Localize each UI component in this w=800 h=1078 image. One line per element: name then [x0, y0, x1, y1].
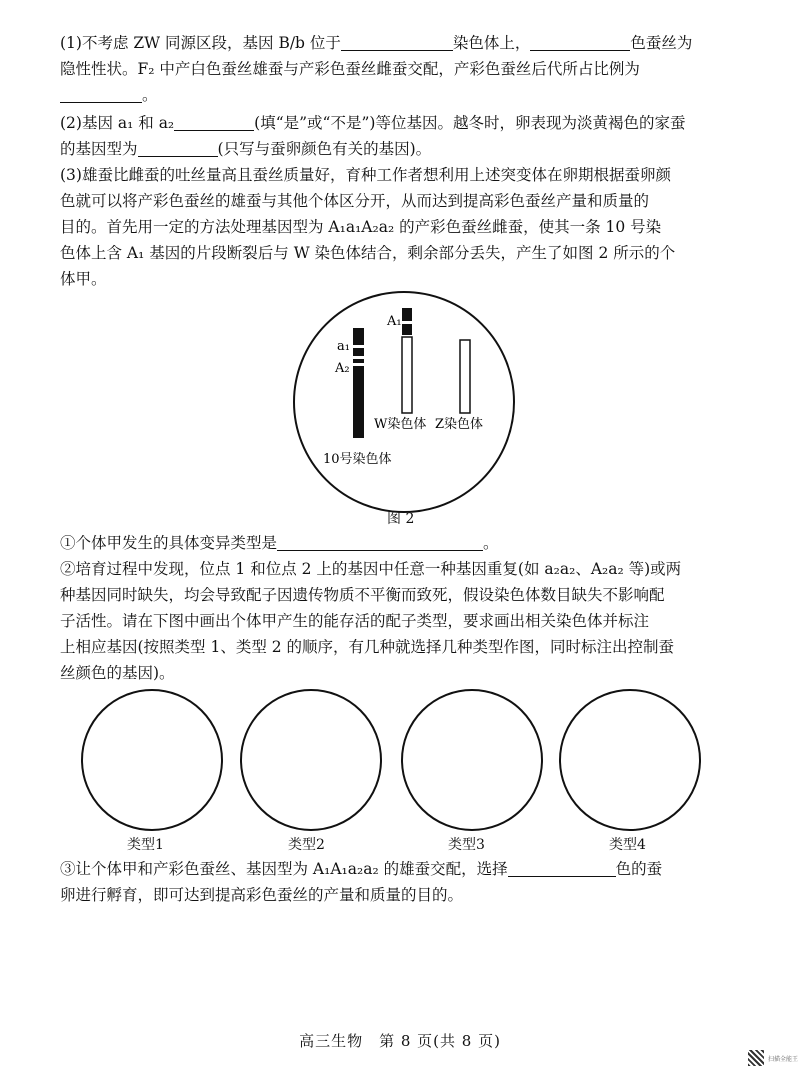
answer-circle-type-3[interactable]	[402, 690, 542, 830]
sub2-line2: 种基因同时缺失，均会导致配子因遗传物质不平衡而致死，假设染色体数目缺失不影响配	[60, 586, 665, 604]
sub2-line5: 丝颜色的基因)。	[60, 664, 175, 682]
qr-code-icon	[748, 1050, 764, 1066]
label-z-chromosome: Z染色体	[435, 417, 484, 432]
sub3-line2: 卵进行孵育，即可达到提高彩色蚕丝的产量和质量的目的。	[60, 886, 464, 904]
question-3	[60, 162, 740, 292]
q1-text-c: 色蚕丝为	[630, 34, 693, 52]
z-chromosome	[460, 340, 470, 413]
answer-circles[interactable]	[70, 688, 730, 834]
q2-text-d: (只写与蚕卵颜色有关的基因)。	[217, 140, 432, 158]
type-4-label: 类型4	[609, 837, 646, 853]
q3-line1: (3)雄蚕比雌蚕的吐丝量高且蚕丝质量好，育种工作者想利用上述突变体在卵期根据蚕卵颜	[60, 166, 671, 184]
page-footer: 高三生物 第 8 页(共 8 页)	[299, 1032, 501, 1050]
chromosome-10-top	[353, 328, 364, 345]
answer-blank-variation-type[interactable]	[277, 532, 483, 551]
q3-line3: 目的。首先用一定的方法处理基因型为 A₁a₁A₂a₂ 的产彩色蚕丝雌蚕，使其一条 10 号染	[60, 218, 662, 236]
label-a1: a₁	[337, 339, 350, 354]
answer-circle-type-4[interactable]	[560, 690, 700, 830]
label-A1: A₁	[387, 314, 402, 329]
label-w-chromosome: W染色体	[374, 417, 427, 432]
question-2	[60, 110, 740, 162]
chromosome-10-mid	[353, 348, 364, 356]
sub-question-2	[60, 556, 740, 686]
sub3-text-b: 色的蚕	[615, 860, 663, 878]
answer-blank-egg-color[interactable]	[508, 858, 616, 877]
q1-text-line2: 隐性性状。F₂ 中产白色蚕丝雄蚕与产彩色蚕丝雌蚕交配，产彩色蚕丝后代所占比例为	[60, 60, 640, 78]
q1-text-b: 染色体上，	[452, 34, 531, 52]
type-3-label: 类型3	[448, 837, 485, 853]
figure-2-caption: 图 2	[387, 511, 415, 527]
q2-text-a: (2)基因 a₁ 和 a₂	[60, 114, 175, 132]
q1-text-a: (1)不考虑 ZW 同源区段，基因 B/b 位于	[60, 34, 341, 52]
answer-blank-q2-genotype[interactable]	[138, 138, 218, 157]
sub1-text-a: ①个体甲发生的具体变异类型是	[60, 534, 278, 552]
q3-line2: 色就可以将产彩色蚕丝的雄蚕与其他个体区分开，从而达到提高彩色蚕丝产量和质量的	[60, 192, 650, 210]
w-chromosome-A1-block	[402, 308, 412, 321]
sub-question-3	[60, 856, 740, 908]
answer-blank-q2-allele[interactable]	[174, 112, 254, 131]
type-1-label: 类型1	[127, 837, 164, 853]
answer-circle-type-1[interactable]	[82, 690, 222, 830]
w-chromosome-A1-band	[402, 324, 412, 335]
label-chromosome-10: 10号染色体	[323, 452, 392, 467]
answer-blank-q1-color[interactable]	[530, 32, 630, 51]
q2-text-b: (填“是”或“不是”)等位基因。越冬时，卵表现为淡黄褐色的家蚕	[254, 114, 686, 132]
label-A2: A₂	[335, 361, 350, 376]
chromosome-10-band	[353, 359, 364, 363]
q2-text-c: 的基因型为	[60, 140, 138, 158]
sub1-text-b: 。	[483, 534, 499, 552]
answer-blank-q1-chromosome[interactable]	[341, 32, 453, 51]
chromosome-10-bottom	[353, 366, 364, 438]
q3-line4: 色体上含 A₁ 基因的片段断裂后与 W 染色体结合，剩余部分丢失，产生了如图 2 所示的个	[60, 244, 676, 262]
figure-2	[290, 288, 520, 518]
answer-blank-q1-ratio[interactable]	[60, 84, 142, 103]
sub-question-1	[60, 530, 740, 556]
sub2-line4: 上相应基因(按照类型 1、类型 2 的顺序，有几种就选择几种类型作图，同时标注出控制蚕	[60, 638, 675, 656]
type-2-label: 类型2	[288, 837, 325, 853]
question-1	[60, 30, 740, 108]
scanner-stamp: 扫描全能王	[768, 1056, 799, 1063]
q3-line5: 体甲。	[60, 270, 107, 288]
w-chromosome-body	[402, 337, 412, 413]
q1-text-end: 。	[142, 86, 158, 104]
answer-circle-type-2[interactable]	[241, 690, 381, 830]
sub2-line1: ②培育过程中发现，位点 1 和位点 2 上的基因中任意一种基因重复(如 a₂a₂、A₂a₂ 等)或两	[60, 560, 682, 578]
sub2-line3: 子活性。请在下图中画出个体甲产生的能存活的配子类型，要求画出相关染色体并标注	[60, 612, 650, 630]
sub3-text-a: ③让个体甲和产彩色蚕丝、基因型为 A₁A₁a₂a₂ 的雄蚕交配，选择	[60, 860, 508, 878]
